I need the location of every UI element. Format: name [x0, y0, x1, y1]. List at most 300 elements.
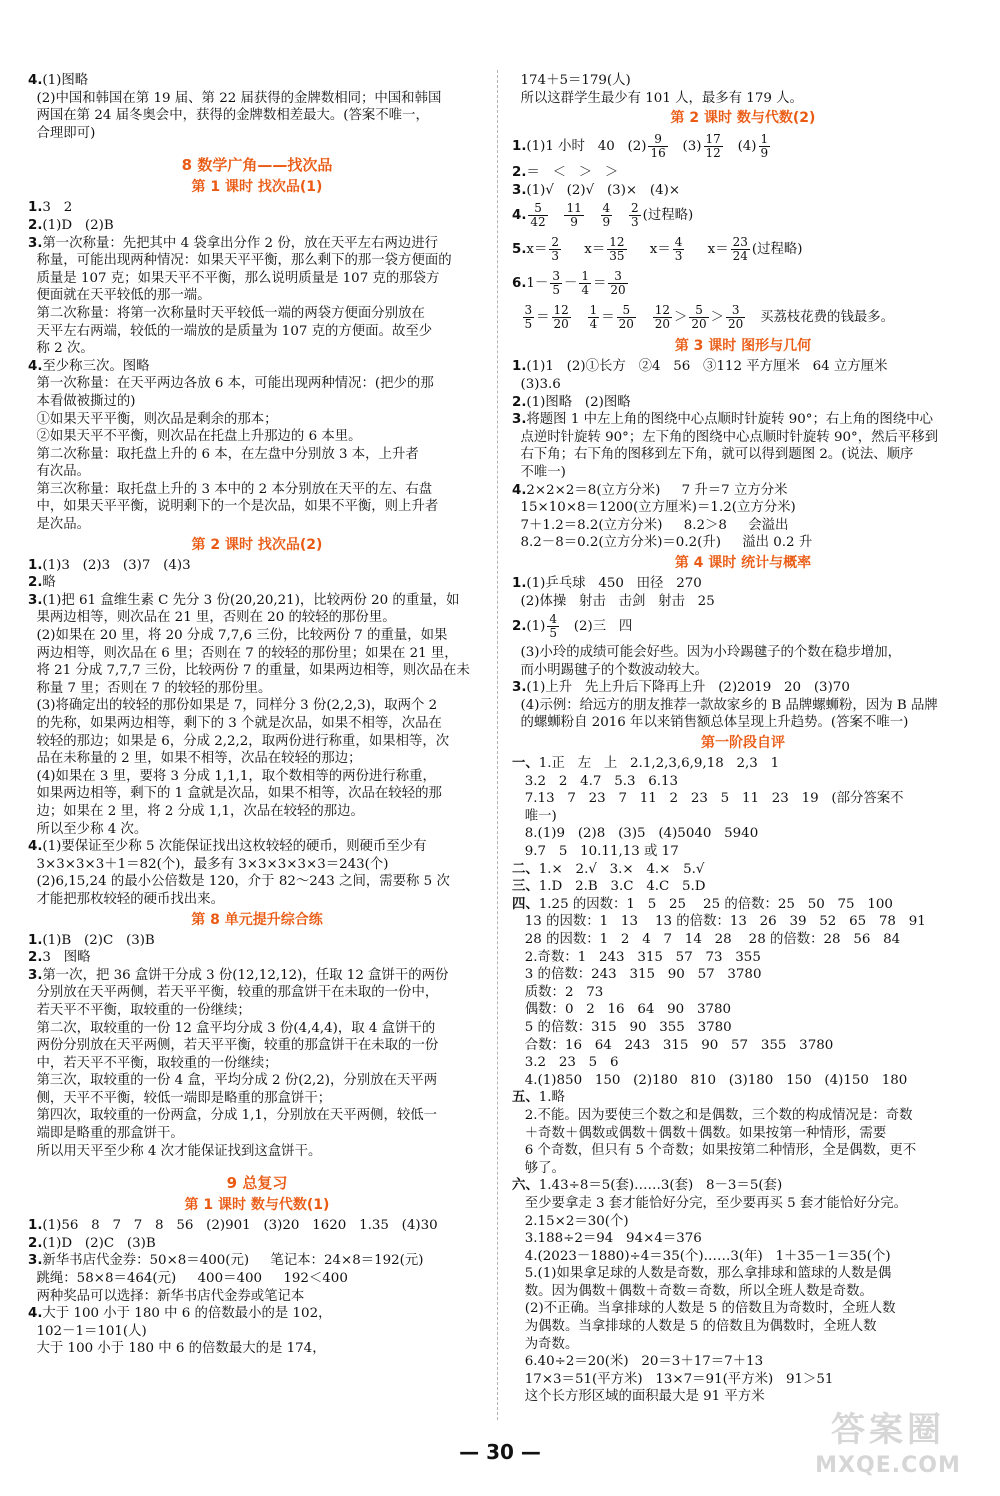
fraction — [759, 133, 771, 160]
fraction — [523, 304, 535, 331]
answer-column-left — [28, 72, 486, 1358]
answer-line — [512, 1160, 974, 1178]
answer-line — [28, 1055, 486, 1073]
answer-line — [28, 750, 486, 768]
answer-text: x＝ — [563, 242, 606, 258]
answer-text: 够了。 — [512, 1160, 565, 1176]
answer-line — [512, 182, 974, 200]
fraction-numerator: 2 — [630, 201, 639, 216]
answer-text: 买荔枝花费的钱最多。 — [747, 310, 895, 326]
fraction-denominator: 20 — [618, 317, 634, 332]
answer-line — [512, 1177, 974, 1195]
fraction-denominator: 5 — [549, 626, 558, 641]
question-number: 1. — [28, 200, 43, 216]
answer-line — [28, 411, 486, 429]
answer-line — [28, 1288, 486, 1306]
answer-text: 2.15×2＝30(个) — [512, 1213, 629, 1229]
fraction-numerator: 4 — [549, 612, 558, 627]
answer-line — [28, 1252, 486, 1270]
answer-text: 唯一) — [512, 808, 557, 824]
answer-text: 1.25 的因数：1 5 25 25 的倍数：25 50 75 100 — [538, 896, 893, 912]
answer-text: 所以这群学生最少有 101 人，最多有 179 人。 — [512, 90, 803, 106]
section-heading: 第 2 课时 数与代数(2) — [670, 110, 816, 127]
answer-text: 第三次称量：取托盘上升的 3 本中的 2 本分别放在天平的左、右盘 — [28, 481, 433, 497]
answer-text: 7＋1.2＝8.2(立方分米) 8.2＞8 会溢出 — [512, 517, 789, 533]
answer-line — [28, 1217, 486, 1235]
fraction-denominator: 5 — [552, 283, 560, 298]
answer-text — [512, 310, 521, 325]
answer-line — [512, 199, 974, 233]
answer-line — [28, 1270, 486, 1288]
answer-line — [28, 697, 486, 715]
answer-line — [28, 1090, 486, 1108]
answer-line — [28, 609, 486, 627]
fraction — [608, 270, 627, 297]
answer-line — [28, 393, 486, 411]
answer-line — [512, 1213, 974, 1231]
answer-text: 8.(1)9 (2)8 (3)5 (4)5040 5940 — [512, 826, 759, 842]
answer-text: 为偶数。当拿排球的人数是 5 的倍数且为偶数时，全班人数 — [512, 1319, 877, 1335]
answer-line — [512, 679, 974, 697]
fraction — [617, 304, 636, 331]
answer-text: 品在未称量的 2 里，如果不相等，次品在较轻的那边； — [28, 751, 362, 767]
answer-line — [28, 557, 486, 575]
answer-text: 3.2 23 5 6 — [512, 1055, 619, 1071]
fraction — [547, 613, 559, 640]
question-number: 3. — [512, 680, 527, 696]
answer-text: 本看做被撕过的) — [28, 393, 136, 409]
answer-text: 合数：16 64 243 315 90 57 355 3780 — [512, 1037, 834, 1053]
answer-line — [28, 1037, 486, 1055]
answer-line — [512, 714, 974, 732]
question-number: 1. — [28, 1218, 43, 1234]
fraction-denominator: 3 — [551, 249, 559, 264]
answer-text: (2)6,15,24 的最小公倍数是 120，介于 82～243 之间，需要称 5 次 — [28, 874, 450, 890]
answer-text — [550, 208, 563, 223]
answer-text: (1)图略 — [42, 73, 89, 88]
answer-text: (1)√ (2)√ (3)× (4)× — [526, 182, 681, 198]
question-number: 2. — [28, 1235, 43, 1251]
question-number: 3. — [512, 182, 527, 198]
answer-line — [28, 1020, 486, 1038]
answer-line — [512, 534, 974, 552]
answer-line — [28, 446, 486, 464]
answer-text: 第一次，把 36 盒饼干分成 3 份(12,12,12)，任取 12 盒饼干的两份 — [42, 967, 449, 983]
fraction-numerator: 12 — [553, 303, 569, 318]
answer-line — [512, 482, 974, 500]
answer-line — [28, 1107, 486, 1125]
answer-line — [512, 575, 974, 593]
answer-line — [512, 1371, 974, 1389]
answer-text: (1)D (2)C (3)B — [42, 1235, 156, 1251]
answer-line — [28, 305, 486, 323]
answer-text: (1)1 (2)①长方 ②4 56 ③112 平方厘米 64 立方厘米 — [526, 359, 888, 375]
answer-text: ①如果天平平衡，则次品是剩余的那本； — [28, 411, 278, 427]
answer-text: 5 的倍数：315 90 355 3780 — [512, 1019, 732, 1035]
answer-text: 9.7 5 10.11,13 或 17 — [512, 844, 679, 860]
column-divider — [497, 70, 498, 1420]
question-number: 1. — [512, 359, 527, 375]
answer-text — [614, 208, 627, 223]
answer-text — [573, 310, 586, 325]
answer-text: x＝ — [526, 242, 548, 258]
fraction-numerator: 4 — [674, 235, 683, 250]
answer-line — [28, 358, 486, 376]
answer-text: 4.(1)850 150 (2)180 810 (3)180 150 (4)150 180 — [512, 1072, 908, 1088]
answer-line — [512, 1107, 974, 1125]
answer-text: 第一次称量：先把其中 4 袋拿出分作 2 份，放在天平左右两边进行 — [42, 235, 439, 251]
answer-line — [28, 838, 486, 856]
fraction-numerator: 4 — [602, 201, 611, 216]
answer-text: 28 的因数：1 2 4 7 14 28 28 的倍数：28 56 84 — [512, 932, 901, 947]
answer-text: 侧，天平不平衡，较低一端即是略重的那盒饼干； — [28, 1090, 332, 1106]
answer-text: 3.2 2 4.7 5.3 6.13 — [512, 773, 679, 789]
fraction-denominator: 9 — [570, 215, 578, 230]
question-number: 4. — [512, 208, 527, 224]
fraction-numerator: 5 — [617, 304, 636, 318]
answer-text: 较轻的那边；如果是 6，分成 2,2,2，取两份进行称重，如果相等，次 — [28, 733, 450, 749]
answer-line — [512, 1336, 974, 1354]
answer-text: 而小明踢毽子的个数波动较大。 — [512, 662, 708, 678]
answer-text: 大于 100 小于 180 中 6 的倍数最大的是 174， — [28, 1341, 326, 1357]
fraction — [549, 236, 561, 263]
answer-text: 4.(2023－1880)÷4＝35(个)……3(年) 1＋35－1＝35(个) — [512, 1248, 891, 1264]
answer-line — [28, 1002, 486, 1020]
fraction-denominator: 4 — [589, 317, 598, 332]
answer-line — [28, 627, 486, 645]
answer-line — [512, 267, 974, 301]
question-number: 1. — [28, 932, 43, 948]
answer-text: (1)图略 (2)图略 — [526, 394, 631, 410]
answer-line — [28, 125, 486, 143]
fraction — [629, 202, 641, 229]
question-number: 五、 — [512, 1090, 539, 1106]
answer-text: 第二次称量：将第一次称量时天平较低一端的两袋方便面分别放在 — [28, 305, 425, 321]
answer-text: (1)56 8 7 7 8 56 (2)901 (3)20 1620 1.35 (4)30 — [42, 1218, 438, 1234]
fraction — [689, 304, 708, 331]
answer-text: (3)小玲的成绩可能会好些。因为小玲踢毽子的个数在稳步增加， — [512, 645, 902, 661]
fraction — [550, 270, 562, 297]
answer-line — [28, 235, 486, 253]
fraction — [588, 304, 600, 331]
answer-line — [512, 878, 974, 896]
question-number: 1. — [512, 575, 527, 591]
answer-text: 第二次，取较重的一份 12 盒平均分成 3 份(4,4,4)，取 4 盒饼干的 — [28, 1020, 436, 1036]
answer-text: (4) — [724, 139, 757, 155]
answer-text: 1.D 2.B 3.C 4.C 5.D — [538, 879, 706, 895]
answer-text: 至少要拿走 3 套才能恰好分完，至少要再买 5 套才能恰好分完。 — [512, 1195, 908, 1211]
answer-text: 至少称三次。图略 — [42, 358, 150, 374]
answer-text: 3×3×3×3＋1＝82(个)，最多有 3×3×3×3×3＝243(个) — [28, 856, 389, 872]
answer-line — [512, 1054, 974, 1072]
fraction — [552, 304, 571, 331]
question-number: 2. — [512, 165, 527, 181]
answer-text: 大于 100 小于 180 中 6 的倍数最小的是 102， — [42, 1306, 332, 1322]
answer-text: 点逆时针旋转 90°；左下角的图绕中心点顺时针旋转 90°，然后平移到 — [512, 429, 939, 445]
answer-line — [28, 217, 486, 235]
answer-text: 质数：2 73 — [512, 984, 604, 1000]
answer-text: 1.× 2.√ 3.× 4.× 5.√ — [538, 861, 705, 877]
answer-text: x＝ — [686, 242, 729, 258]
answer-text: (2)如果在 20 里，将 20 分成 7,7,6 三份，比较两份 7 的重量，如果 — [28, 628, 448, 644]
fraction-numerator: 3 — [552, 269, 560, 284]
answer-line — [512, 1265, 974, 1283]
answer-line — [512, 697, 974, 715]
answer-text: ＝ — [593, 276, 607, 292]
answer-line — [512, 1037, 974, 1055]
question-number: 四、 — [512, 896, 539, 912]
answer-line — [512, 1318, 974, 1336]
question-number: 2. — [28, 950, 43, 966]
question-number: 4. — [28, 1306, 43, 1322]
fraction-denominator: 4 — [581, 283, 589, 298]
fraction-denominator: 42 — [530, 215, 546, 230]
question-number: 3. — [28, 1253, 43, 1269]
fraction-numerator: 12 — [654, 303, 670, 318]
section-heading: 第 8 单元提升综合练 — [191, 911, 323, 928]
answer-line — [512, 662, 974, 680]
answer-line — [28, 252, 486, 270]
answer-line — [28, 932, 486, 950]
answer-line — [512, 825, 974, 843]
answer-line — [28, 323, 486, 341]
answer-text: 1.正 左 上 2.1,2,3,6,9,18 2,3 1 — [538, 756, 780, 772]
answer-text: 称量 7 里；否则在 7 的较轻的那份里。 — [28, 680, 272, 696]
answer-text: 6 个奇数，但只有 5 个奇数；如果按第二种情形，全是偶数，更不 — [512, 1143, 917, 1159]
watermark-logo — [798, 1408, 978, 1484]
answer-line — [28, 516, 486, 534]
question-number: 三、 — [512, 879, 539, 895]
answer-line — [28, 1125, 486, 1143]
question-number: 3. — [28, 967, 43, 983]
section-heading: 第 1 课时 找次品(1) — [191, 179, 323, 196]
fraction-denominator: 20 — [654, 317, 670, 332]
answer-text: 174＋5＝179(人) — [512, 73, 631, 88]
question-number: 2. — [512, 394, 527, 410]
answer-text: ＝ — [601, 310, 615, 326]
answer-text: (1)把 61 盒维生素 C 先分 3 份(20,20,21)，比较两份 20 的重量，如 — [42, 592, 460, 608]
answer-text: 6.40÷2＝20(米) 20＝3＋17＝7＋13 — [512, 1354, 764, 1370]
answer-line — [28, 270, 486, 288]
answer-text: 的螺蛳粉自 2016 年以来销售额总体呈现上升趋势。(答案不唯一) — [512, 715, 909, 731]
answer-text: (1)D (2)B — [42, 217, 114, 233]
answer-line — [28, 785, 486, 803]
answer-text: 略 — [42, 575, 56, 591]
answer-line — [28, 1235, 486, 1253]
answer-line — [28, 967, 486, 985]
answer-text: 第三次，取较重的一份 4 盒，平均分成 2 份(2,2)，分别放在天平两 — [28, 1073, 438, 1089]
answer-line — [512, 913, 974, 931]
fraction-denominator: 20 — [610, 283, 626, 298]
fraction-denominator: 20 — [553, 317, 569, 332]
fraction — [726, 304, 745, 331]
answer-text: 15×10×8＝1200(立方厘米)＝1.2(立方分米) — [512, 500, 796, 516]
answer-text: 合理即可) — [28, 125, 96, 141]
answer-text: 为奇数。 — [512, 1336, 579, 1352]
answer-text: (3)3.6 — [512, 376, 561, 392]
answer-text: 3 的倍数：243 315 90 57 3780 — [512, 967, 762, 983]
answer-text: 将 21 分成 7,7,7 三份，比较两份 7 的重量，如果两边相等，则次品在未 — [28, 663, 470, 679]
answer-text: 右下角；右下角的图移到左下角，就可以得到题图 2。(说法、顺序 — [512, 447, 914, 463]
question-number: 一、 — [512, 756, 539, 772]
question-number: 4. — [28, 73, 43, 88]
answer-line — [512, 358, 974, 376]
question-number: 5. — [512, 242, 527, 258]
answer-text: 中，如果天平平衡，说明剩下的一个是次品，如果不平衡，则上升者 — [28, 499, 439, 515]
page-number: — 30 — — [459, 1440, 541, 1464]
question-number: 3. — [28, 235, 43, 251]
answer-text: ②如果天平不平衡，则次品在托盘上升那边的 6 本里。 — [28, 429, 362, 445]
answer-line — [28, 72, 486, 90]
answer-line — [512, 1283, 974, 1301]
answer-line — [28, 199, 486, 217]
fraction-numerator: 3 — [726, 304, 745, 318]
fraction-denominator: 16 — [650, 146, 666, 161]
answer-line — [512, 446, 974, 464]
question-number: 2. — [512, 619, 527, 635]
question-number: 六、 — [512, 1178, 539, 1194]
answer-line — [512, 1001, 974, 1019]
answer-text: 1.略 — [538, 1090, 565, 1106]
fraction-denominator: 9 — [760, 146, 769, 161]
answer-text: 天平左右两端，较低的一端放的是质量为 107 克的方便面。故至少 — [28, 323, 433, 339]
fraction-numerator: 3 — [524, 303, 533, 318]
fraction — [648, 133, 667, 160]
answer-text: 分别放在天平两侧，若天平平衡，较重的那盒饼干在未取的一份中， — [28, 985, 439, 1001]
answer-text: 2×2×2＝8(立方分米) 7 升＝7 立方分米 — [526, 482, 788, 498]
answer-line — [28, 680, 486, 698]
answer-line — [512, 517, 974, 535]
answer-line — [512, 429, 974, 447]
answer-line — [28, 428, 486, 446]
answer-line — [512, 843, 974, 861]
answer-text: ＞ — [710, 310, 725, 326]
answer-text: ＝ — [536, 310, 550, 326]
answer-text: 新华书店代金券：50×8＝400(元) 笔记本：24×8＝192(元) — [42, 1253, 424, 1269]
fraction — [673, 236, 685, 263]
answer-text: 将题图 1 中左上角的图绕中心点顺时针旋转 90°；右上角的图绕中心 — [526, 412, 933, 428]
answer-text: (4)如果在 3 里，要将 3 分成 1,1,1，取个数相等的两份进行称重， — [28, 768, 436, 784]
answer-text: 所以用天平至少称 4 次才能保证找到这盒饼干。 — [28, 1143, 322, 1159]
answer-text: 1－ — [526, 276, 549, 292]
fraction-numerator: 1 — [589, 303, 598, 318]
answer-text: 两边相等，则次品在 6 里；否则在 7 的较轻的那份里；如果在 21 里， — [28, 645, 458, 661]
answer-text: 如果两边相等，剩下的 1 盒就是次品，如果不相等，次品在较轻的那 — [28, 786, 442, 802]
answer-text: 两国在第 24 届冬奥会中，获得的金牌数相差最大。(答案不唯一， — [28, 108, 429, 124]
answer-text: (1)要保证至少称 5 次能保证找出这枚较轻的硬币，则硬币至少有 — [42, 839, 427, 855]
answer-line — [28, 1340, 486, 1358]
section-heading: 9 总复习 — [226, 1174, 288, 1193]
answer-line — [512, 1142, 974, 1160]
fraction — [579, 270, 591, 297]
answer-text: 不唯一) — [512, 464, 566, 480]
answer-text: 跳绳：58×8＝464(元) 400＝400 192＜400 — [28, 1271, 348, 1287]
answer-line — [28, 498, 486, 516]
answer-text: (1)上升 先上升后下降再上升 (2)2019 20 (3)70 — [526, 680, 850, 696]
fraction-denominator: 20 — [691, 317, 707, 332]
fraction-numerator: 11 — [566, 201, 582, 216]
answer-line — [512, 164, 974, 182]
answer-text: 偶数：0 2 16 64 90 3780 — [512, 1002, 732, 1018]
answer-line — [512, 1072, 974, 1090]
answer-text: 质量是 107 克；如果天平不平衡，那么说明质量是 107 克的那袋方 — [28, 270, 440, 286]
answer-line — [28, 949, 486, 967]
answer-line — [512, 790, 974, 808]
fraction-denominator: 12 — [705, 146, 721, 161]
answer-line — [512, 1388, 974, 1406]
answer-text: (1) — [526, 619, 546, 635]
fraction-denominator: 24 — [732, 249, 748, 264]
section-heading: 8 数学广角——找次品 — [181, 156, 333, 175]
question-number: 2. — [28, 217, 43, 233]
answer-text: 第四次，取较重的一份两盒，分成 1,1，分别放在天平两侧，较低一 — [28, 1108, 438, 1124]
watermark-top-text: 答案圈 — [831, 1410, 945, 1450]
answer-text: 第一次称量：在天平两边各放 6 本，可能出现两种情况：(把少的那 — [28, 376, 434, 392]
fraction-numerator: 12 — [609, 235, 625, 250]
fraction — [704, 133, 723, 160]
answer-line — [28, 873, 486, 891]
answer-text: (4)示例：给远方的朋友推荐一款故家乡的 B 品牌螺蛳粉，因为 B 品牌 — [512, 697, 938, 713]
question-number: 1. — [28, 557, 43, 573]
answer-text: x＝ — [628, 242, 671, 258]
answer-text: (过程略) — [642, 208, 694, 224]
answer-text: (过程略) — [751, 242, 803, 258]
answer-line — [512, 593, 974, 611]
answer-line — [512, 233, 974, 267]
fraction-numerator: 3 — [608, 270, 627, 284]
answer-text: 便面就在天平较低的那一端。 — [28, 288, 211, 304]
answer-line — [28, 715, 486, 733]
answer-line — [512, 376, 974, 394]
answer-text: 7.13 7 23 7 11 2 23 5 11 23 19 (部分答案不 — [512, 791, 904, 807]
answer-line — [28, 821, 486, 839]
answer-line — [28, 375, 486, 393]
answer-line — [28, 463, 486, 481]
fraction-numerator: 23 — [732, 235, 748, 250]
answer-line — [512, 1230, 974, 1248]
answer-line — [512, 90, 974, 108]
answer-text: 2.不能。因为要使三个数之和是偶数，三个数的构成情况是：奇数 — [512, 1107, 913, 1123]
answer-line — [512, 1195, 974, 1213]
answer-line — [512, 984, 974, 1002]
fraction — [653, 304, 672, 331]
answer-text: 所以至少称 4 次。 — [28, 821, 148, 837]
answer-text: 若天平不平衡，取较重的一份继续； — [28, 1002, 251, 1018]
answer-line — [28, 1305, 486, 1323]
answer-line — [28, 574, 486, 592]
answer-text: (3) — [669, 139, 702, 155]
question-number: 2. — [28, 575, 43, 591]
fraction-numerator: 5 — [528, 202, 547, 216]
answer-line — [28, 90, 486, 108]
question-number: 4. — [512, 482, 527, 498]
answer-text — [638, 310, 651, 325]
fraction-numerator: 5 — [689, 304, 708, 318]
answer-text: 8.2－8＝0.2(立方分米)＝0.2(升) 溢出 0.2 升 — [512, 535, 813, 551]
answer-text: (2)三 四 — [561, 619, 633, 635]
section-heading: 第 3 课时 图形与几何 — [674, 338, 812, 355]
answer-text: 中，若天平不平衡，取较重的一份继续； — [28, 1055, 278, 1071]
answer-line — [512, 755, 974, 773]
question-number: 4. — [28, 839, 43, 855]
answer-line — [28, 1143, 486, 1161]
answer-text: 3 图略 — [42, 950, 91, 966]
answer-line — [512, 1353, 974, 1371]
answer-line — [512, 610, 974, 644]
fraction-denominator: 35 — [609, 249, 625, 264]
answer-line — [512, 464, 974, 482]
fraction-numerator: 2 — [551, 235, 559, 250]
